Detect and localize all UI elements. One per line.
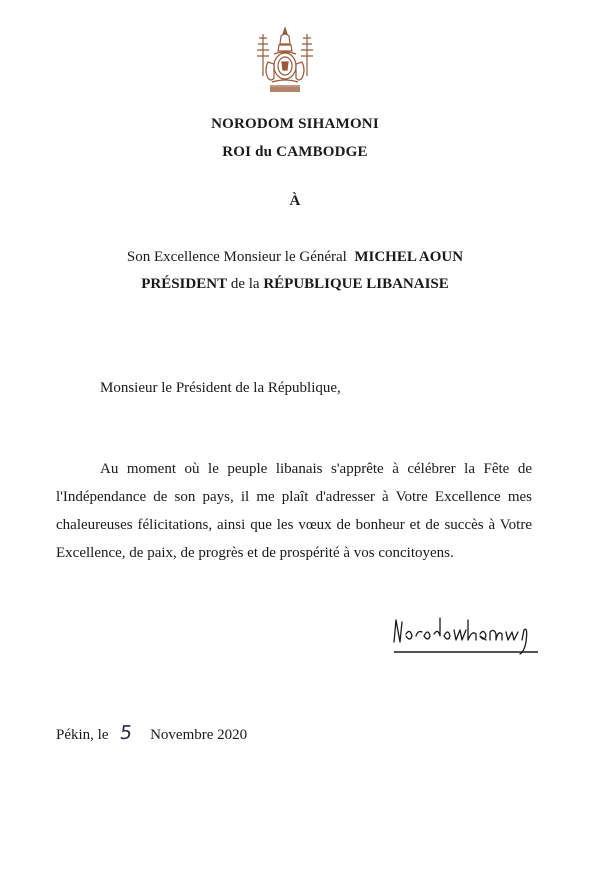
date-day: 5 (118, 722, 134, 744)
recipient-connector: de la (230, 276, 260, 292)
recipient-country: RÉPUBLIQUE LIBANAISE (263, 276, 449, 292)
handwritten-signature (388, 612, 548, 660)
recipient-prefix: Son Excellence Monsieur le Général (126, 249, 347, 265)
salutation: Monsieur le Président de la République, (100, 380, 341, 396)
letter-body: Au moment où le peuple libanais s'apprête à célébrer la Fête de l'Indépendance de son pays, il me plaît d'adresser à Votre Excellence mes chaleureuses félicitations, ainsi que les vœux de bonheur et de succès à Votre Excellence, de paix, de progrès et de prospérité à vos concitoyens. (56, 461, 532, 561)
recipient-line-2 (0, 276, 590, 293)
date-line (56, 722, 247, 744)
recipient-name: MICHEL AOUN (354, 249, 464, 265)
date-month-year: Novembre 2020 (150, 727, 248, 743)
sender-name: NORODOM SIHAMONI (211, 116, 379, 132)
recipient-title: PRÉSIDENT (141, 276, 228, 292)
date-place: Pékin, le (56, 727, 109, 743)
royal-crest-icon (254, 26, 316, 96)
sender-title: ROI du CAMBODGE (222, 144, 368, 160)
addressee-marker: À (289, 193, 301, 209)
recipient-line-1 (0, 249, 590, 266)
